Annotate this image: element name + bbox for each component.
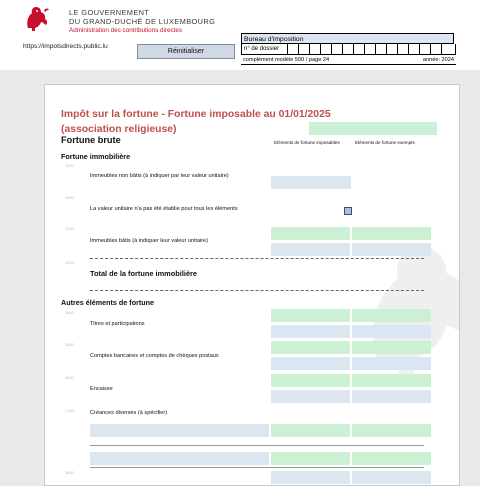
- row-label-titres: Titres et participations: [90, 321, 145, 327]
- titres-imposables-field[interactable]: [271, 309, 350, 322]
- immeubles-batis-imposables-field[interactable]: [271, 227, 350, 240]
- creances-exempts-field[interactable]: [352, 424, 431, 437]
- section-autres-elements: Autres éléments de fortune: [61, 298, 155, 307]
- row-label-immeubles-batis: Immeubles bâtis (à indiquer leur valeur unitaire): [90, 238, 209, 244]
- row-label-comptes-bancaires: Comptes bancaires et comptes de chèques postaux: [90, 353, 219, 359]
- titres-imposables-detail-field[interactable]: [271, 325, 350, 338]
- government-name-line2: DU GRAND-DUCHÉ DE LUXEMBOURG: [69, 17, 216, 26]
- encaisse-exempts-detail-field[interactable]: [352, 390, 431, 403]
- row-label-creances: Créances diverses (à spécifier): [90, 410, 168, 416]
- encaisse-imposables-field[interactable]: [271, 374, 350, 387]
- row-code: 1400: [65, 310, 74, 315]
- dashed-divider: [90, 290, 424, 291]
- total-fortune-immobiliere-label: Total de la fortune immobilière: [90, 269, 198, 278]
- row-label-encaisse: Encaisse: [90, 386, 113, 392]
- dossier-field[interactable]: [241, 44, 456, 55]
- row-code: 1600: [65, 375, 74, 380]
- column-header-exempts: Eléments de fortune exempts: [355, 140, 415, 145]
- row-code: 1700: [65, 408, 74, 413]
- top-bar: [0, 0, 480, 70]
- administration-name: Administration des contributions directes: [69, 27, 183, 34]
- row-label-valeur-unitaire: La valeur unitaire n'a pas été établie pour tous les éléments: [90, 206, 238, 212]
- reset-button[interactable]: Réinitialiser: [137, 44, 235, 59]
- next-row-imposables-field[interactable]: [271, 471, 350, 484]
- row-code: 1800: [65, 470, 74, 475]
- immeubles-batis-exempts-detail-field[interactable]: [352, 243, 431, 256]
- solid-divider: [90, 445, 424, 446]
- comptes-exempts-field[interactable]: [352, 341, 431, 354]
- bureau-box: [241, 33, 456, 66]
- section-fortune-brute: Fortune brute: [61, 135, 121, 145]
- dossier-digit-cells[interactable]: [287, 44, 452, 54]
- immeubles-non-batis-field[interactable]: [271, 176, 351, 189]
- creances-description-field[interactable]: [90, 424, 269, 437]
- form-title: [61, 107, 331, 137]
- solid-divider: [90, 467, 424, 468]
- dossier-label: n° de dossier: [244, 46, 280, 52]
- titres-exempts-detail-field[interactable]: [352, 325, 431, 338]
- encaisse-imposables-detail-field[interactable]: [271, 390, 350, 403]
- comptes-exempts-detail-field[interactable]: [352, 357, 431, 370]
- immeubles-batis-imposables-detail-field[interactable]: [271, 243, 350, 256]
- column-header-imposables: Eléments de fortune imposables: [274, 140, 340, 145]
- row-code: 3400: [65, 195, 74, 200]
- dashed-divider: [90, 258, 424, 259]
- comptes-imposables-detail-field[interactable]: [271, 357, 350, 370]
- complement-line: [241, 55, 456, 65]
- creances-imposables-field-2[interactable]: [271, 452, 350, 465]
- immeubles-batis-exempts-field[interactable]: [352, 227, 431, 240]
- row-code: 1210: [65, 260, 74, 265]
- creances-exempts-field-2[interactable]: [352, 452, 431, 465]
- title-total-field[interactable]: [309, 122, 437, 135]
- next-row-exempts-field[interactable]: [352, 471, 431, 484]
- row-code: 1500: [65, 342, 74, 347]
- bureau-title-field[interactable]: Bureau d'imposition: [241, 33, 454, 44]
- complement-label: complément modèle 500 / page 24: [243, 57, 330, 63]
- creances-imposables-field[interactable]: [271, 424, 350, 437]
- row-label-immeubles-non-batis: Immeubles non bâtis (à indiquer par leur valeur unitaire): [90, 173, 229, 179]
- titres-exempts-field[interactable]: [352, 309, 431, 322]
- section-fortune-immobiliere: Fortune immobilière: [61, 152, 131, 161]
- valeur-unitaire-checkbox[interactable]: [344, 207, 352, 215]
- encaisse-exempts-field[interactable]: [352, 374, 431, 387]
- government-name-line1: LE GOUVERNEMENT: [69, 8, 150, 17]
- form-title-line1: Impôt sur la fortune - Fortune imposable au 01/01/2025: [61, 109, 331, 120]
- row-code: 1100: [65, 163, 74, 168]
- form-title-line2: (association religieuse): [61, 124, 177, 135]
- luxembourg-lion-logo-icon: [22, 4, 52, 32]
- row-code: 1200: [65, 226, 74, 231]
- creances-description-field-2[interactable]: [90, 452, 269, 465]
- year-label: année: 2024: [422, 57, 454, 63]
- comptes-imposables-field[interactable]: [271, 341, 350, 354]
- form-page: [44, 84, 460, 486]
- site-url[interactable]: https://impotsdirects.public.lu: [23, 43, 108, 50]
